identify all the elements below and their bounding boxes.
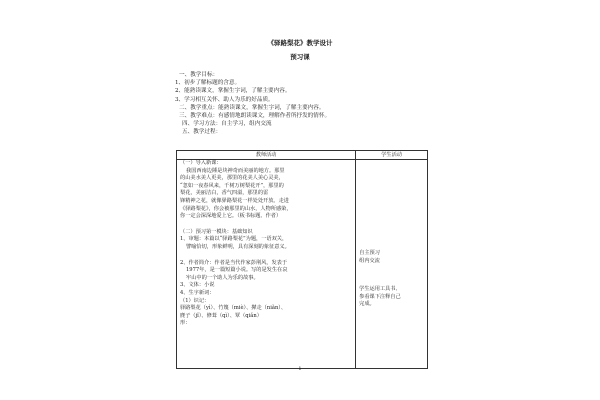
item3: 3、文体：小说 [180, 282, 215, 289]
student-activity-line: 组内交流 [359, 257, 380, 264]
difficulty: 三、教学难点：有感情地朗读课文，理解作者所抒发的情怀。 [179, 113, 331, 120]
student-activity-cell [356, 160, 428, 369]
item1-line: 譬喻恰切，形象鲜明，具有深刻的象征意义。 [186, 243, 290, 250]
item4-sub: （1）识记： [180, 297, 210, 304]
student-activity-line: 学生运用工具书、 [359, 286, 401, 293]
student-activity-line: 完成。 [359, 301, 375, 308]
goal-item: 2、能熟读课文，掌握生字词，了解主要内容。 [175, 88, 291, 95]
item2-line: 1977年，是一篇短篇小说。写的是发生在哀 [186, 267, 288, 274]
intro-line: 锋精神之花，就像驿路梨花一样处处开放。走进 [180, 197, 289, 204]
intro-line: 你一定会深深地爱上它。（板书标题、作者） [180, 213, 282, 220]
teaching-objectives-section [175, 71, 435, 137]
part2-heading: （二）预习第一模块：基础知识 [180, 228, 253, 235]
teacher-activity-cell [177, 160, 356, 369]
intro-heading: （一）导入新课： [180, 160, 222, 166]
item4: 4、生字新词： [180, 289, 215, 296]
vocab-line: 形： [180, 320, 191, 327]
key-point: 二、教学重点：能熟读课文，掌握生字词，了解主要内容。 [179, 104, 325, 111]
student-activity-line: 自主预习 [359, 250, 380, 256]
document-title: 《驿路梨花》教学设计 [267, 39, 333, 47]
page-number: 1 [298, 366, 302, 372]
intro-line: 梨花，美丽洁白，香气四溢，那里的雷 [180, 190, 269, 197]
goal-item: 3、学习相互关怀、助人为乐的好品质。 [175, 96, 274, 103]
header-student-activity: 学生活动 [356, 151, 428, 160]
vocab-line: 麂子（jǐ）、修葺（qì）、覃（qiǎn） [180, 312, 262, 319]
teaching-process: 五、教学过程： [182, 129, 222, 136]
vocab-line: 驿路梨花（yì）、竹篾（miè）、撵走（niǎn）、 [180, 305, 287, 312]
item2-line: 2、作者简介：作者是当代作家彭荆风，发表于 [180, 259, 288, 266]
intro-line: 的山美水美人更美，那里的花美人美心灵美， [180, 175, 284, 182]
intro-line: 我国西南边陲是块神奇而美丽的地方。那里 [186, 167, 285, 174]
table-row [177, 160, 428, 369]
goals-heading: 一、教学目标： [179, 72, 219, 78]
lesson-plan-table [176, 150, 428, 369]
item2-line: 牢山中的一个助人为乐的故事。 [186, 274, 259, 281]
goal-item: 1、初步了解标题的含意。 [175, 80, 241, 87]
intro-line: “忽如一夜春风来，千树万树梨花开”，那里的 [180, 182, 284, 189]
student-activity-line: 参看课下注释自己 [359, 293, 401, 300]
item1-line: 1、审题：本篇以“驿路梨花”为题，一语双关， [180, 236, 288, 243]
intro-line: 《驿路梨花》，你会被那里的山水，人物所感染， [180, 205, 292, 212]
header-teacher-activity: 教师活动 [177, 151, 356, 160]
table-header-row [177, 151, 428, 160]
learning-method: 四、学习方法：自主学习，组内交流 [182, 121, 272, 128]
document-subtitle: 预习课 [290, 53, 310, 61]
